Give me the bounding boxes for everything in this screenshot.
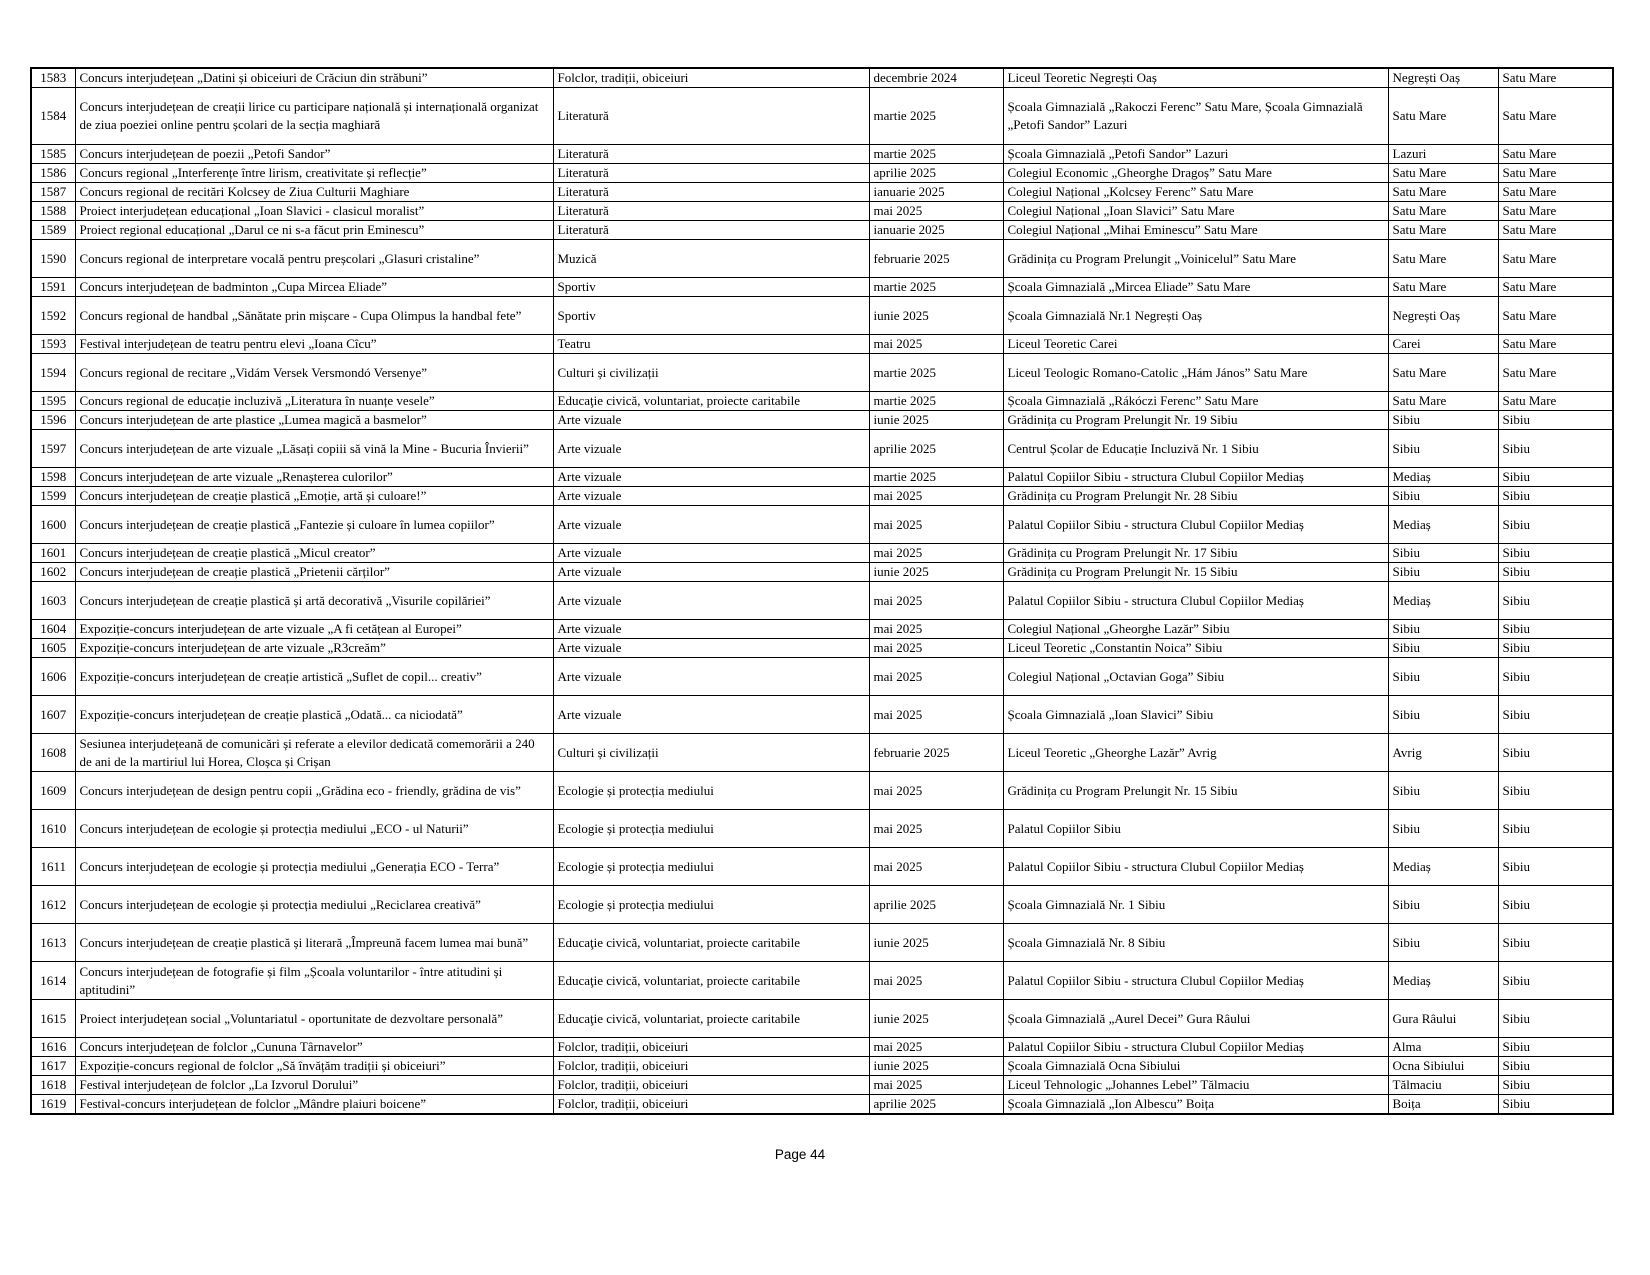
row-number-cell: 1600 [31, 506, 75, 544]
category-cell: Arte vizuale [553, 506, 869, 544]
city-cell: Sibiu [1388, 772, 1498, 810]
organizer-cell: Colegiul Național „Mihai Eminescu” Satu Mare [1003, 221, 1388, 240]
date-cell: martie 2025 [869, 278, 1003, 297]
row-number-cell: 1607 [31, 696, 75, 734]
county-cell: Satu Mare [1498, 88, 1613, 145]
date-cell: iunie 2025 [869, 1057, 1003, 1076]
date-cell: ianuarie 2025 [869, 183, 1003, 202]
competition-name-cell: Concurs interjudețean de ecologie și protecția mediului „Generația ECO - Terra” [75, 848, 553, 886]
table-row [31, 696, 1613, 734]
table-row [31, 202, 1613, 221]
table-row [31, 734, 1613, 772]
table-row [31, 1038, 1613, 1057]
table-row [31, 88, 1613, 145]
county-cell: Sibiu [1498, 772, 1613, 810]
date-cell: martie 2025 [869, 88, 1003, 145]
city-cell: Sibiu [1388, 658, 1498, 696]
organizer-cell: Liceul Teologic Romano-Catolic „Hám János” Satu Mare [1003, 354, 1388, 392]
table-row [31, 544, 1613, 563]
table-row [31, 145, 1613, 164]
category-cell: Sportiv [553, 278, 869, 297]
city-cell: Satu Mare [1388, 202, 1498, 221]
category-cell: Folclor, tradiții, obiceiuri [553, 68, 869, 88]
category-cell: Literatură [553, 88, 869, 145]
date-cell: iunie 2025 [869, 297, 1003, 335]
city-cell: Satu Mare [1388, 240, 1498, 278]
county-cell: Sibiu [1498, 544, 1613, 563]
organizer-cell: Colegiul Național „Gheorghe Lazăr” Sibiu [1003, 620, 1388, 639]
table-row [31, 1057, 1613, 1076]
competition-name-cell: Proiect regional educațional „Darul ce ni s-a făcut prin Eminescu” [75, 221, 553, 240]
competition-name-cell: Expoziție-concurs interjudețean de creație plastică „Odată... ca niciodată” [75, 696, 553, 734]
organizer-cell: Școala Gimnazială „Petofi Sandor” Lazuri [1003, 145, 1388, 164]
category-cell: Ecologie și protecția mediului [553, 772, 869, 810]
competition-name-cell: Concurs regional de recitare „Vidám Versek Versmondó Versenye” [75, 354, 553, 392]
organizer-cell: Grădinița cu Program Prelungit Nr. 15 Sibiu [1003, 563, 1388, 582]
category-cell: Literatură [553, 202, 869, 221]
row-number-cell: 1618 [31, 1076, 75, 1095]
row-number-cell: 1596 [31, 411, 75, 430]
city-cell: Mediaș [1388, 506, 1498, 544]
category-cell: Ecologie și protecția mediului [553, 886, 869, 924]
organizer-cell: Grădinița cu Program Prelungit „Voinicelul” Satu Mare [1003, 240, 1388, 278]
city-cell: Sibiu [1388, 810, 1498, 848]
city-cell: Sibiu [1388, 563, 1498, 582]
row-number-cell: 1608 [31, 734, 75, 772]
date-cell: mai 2025 [869, 1038, 1003, 1057]
date-cell: martie 2025 [869, 392, 1003, 411]
organizer-cell: Palatul Copiilor Sibiu - structura Clubul Copiilor Mediaș [1003, 582, 1388, 620]
competition-name-cell: Expoziție-concurs interjudețean de arte vizuale „A fi cetățean al Europei” [75, 620, 553, 639]
date-cell: mai 2025 [869, 848, 1003, 886]
organizer-cell: Liceul Teoretic „Gheorghe Lazăr” Avrig [1003, 734, 1388, 772]
organizer-cell: Colegiul Național „Kolcsey Ferenc” Satu Mare [1003, 183, 1388, 202]
city-cell: Sibiu [1388, 411, 1498, 430]
category-cell: Literatură [553, 145, 869, 164]
organizer-cell: Palatul Copiilor Sibiu - structura Clubul Copiilor Mediaș [1003, 962, 1388, 1000]
competition-name-cell: Festival interjudețean de folclor „La Izvorul Dorului” [75, 1076, 553, 1095]
county-cell: Satu Mare [1498, 335, 1613, 354]
county-cell: Sibiu [1498, 886, 1613, 924]
row-number-cell: 1599 [31, 487, 75, 506]
date-cell: mai 2025 [869, 506, 1003, 544]
competition-name-cell: Concurs interjudețean de creație plastică „Fantezie și culoare în lumea copiilor” [75, 506, 553, 544]
category-cell: Muzică [553, 240, 869, 278]
table-row [31, 1095, 1613, 1115]
row-number-cell: 1611 [31, 848, 75, 886]
competition-name-cell: Concurs regional de recitări Kolcsey de Ziua Culturii Maghiare [75, 183, 553, 202]
category-cell: Culturi și civilizații [553, 354, 869, 392]
category-cell: Ecologie și protecția mediului [553, 810, 869, 848]
row-number-cell: 1601 [31, 544, 75, 563]
table-row [31, 886, 1613, 924]
competition-name-cell: Concurs regional „Interferențe între lirism, creativitate și reflecție” [75, 164, 553, 183]
organizer-cell: Colegiul Economic „Gheorghe Dragoș” Satu Mare [1003, 164, 1388, 183]
competition-name-cell: Concurs interjudețean de creații lirice cu participare națională și internațională organizat de ziua poeziei online pentru școlari de la secția maghiară [75, 88, 553, 145]
city-cell: Sibiu [1388, 696, 1498, 734]
row-number-cell: 1594 [31, 354, 75, 392]
row-number-cell: 1593 [31, 335, 75, 354]
category-cell: Educaţie civică, voluntariat, proiecte caritabile [553, 392, 869, 411]
competition-name-cell: Concurs interjudețean de creație plastică „Micul creator” [75, 544, 553, 563]
county-cell: Satu Mare [1498, 354, 1613, 392]
competition-name-cell: Concurs interjudețean de folclor „Cununa Târnavelor” [75, 1038, 553, 1057]
county-cell: Satu Mare [1498, 221, 1613, 240]
date-cell: mai 2025 [869, 582, 1003, 620]
city-cell: Mediaș [1388, 848, 1498, 886]
competition-name-cell: Festival interjudețean de teatru pentru elevi „Ioana Cîcu” [75, 335, 553, 354]
city-cell: Alma [1388, 1038, 1498, 1057]
table-row [31, 582, 1613, 620]
table-row [31, 487, 1613, 506]
county-cell: Satu Mare [1498, 278, 1613, 297]
row-number-cell: 1612 [31, 886, 75, 924]
city-cell: Lazuri [1388, 145, 1498, 164]
date-cell: mai 2025 [869, 772, 1003, 810]
county-cell: Sibiu [1498, 1057, 1613, 1076]
category-cell: Arte vizuale [553, 430, 869, 468]
city-cell: Sibiu [1388, 639, 1498, 658]
row-number-cell: 1609 [31, 772, 75, 810]
organizer-cell: Palatul Copiilor Sibiu - structura Clubul Copiilor Mediaș [1003, 848, 1388, 886]
table-row [31, 563, 1613, 582]
competition-name-cell: Concurs interjudețean de design pentru copii „Grădina eco - friendly, grădina de vis” [75, 772, 553, 810]
county-cell: Sibiu [1498, 962, 1613, 1000]
category-cell: Literatură [553, 221, 869, 240]
category-cell: Educaţie civică, voluntariat, proiecte caritabile [553, 962, 869, 1000]
date-cell: mai 2025 [869, 544, 1003, 563]
county-cell: Sibiu [1498, 810, 1613, 848]
county-cell: Sibiu [1498, 658, 1613, 696]
row-number-cell: 1603 [31, 582, 75, 620]
organizer-cell: Liceul Teoretic Negrești Oaș [1003, 68, 1388, 88]
city-cell: Sibiu [1388, 430, 1498, 468]
competition-name-cell: Concurs interjudețean de badminton „Cupa Mircea Eliade” [75, 278, 553, 297]
city-cell: Mediaș [1388, 468, 1498, 487]
competitions-table [30, 67, 1614, 1115]
city-cell: Sibiu [1388, 487, 1498, 506]
county-cell: Sibiu [1498, 848, 1613, 886]
competition-name-cell: Concurs interjudețean de creație plastică „Emoție, artă și culoare!” [75, 487, 553, 506]
row-number-cell: 1617 [31, 1057, 75, 1076]
competition-name-cell: Concurs interjudețean de ecologie și protecția mediului „Reciclarea creativă” [75, 886, 553, 924]
date-cell: februarie 2025 [869, 240, 1003, 278]
competition-name-cell: Concurs regional de handbal „Sănătate prin mișcare - Cupa Olimpus la handbal fete” [75, 297, 553, 335]
city-cell: Mediaș [1388, 962, 1498, 1000]
county-cell: Sibiu [1498, 506, 1613, 544]
competition-name-cell: Concurs interjudețean „Datini și obiceiuri de Crăciun din străbuni” [75, 68, 553, 88]
category-cell: Arte vizuale [553, 487, 869, 506]
category-cell: Literatură [553, 164, 869, 183]
date-cell: martie 2025 [869, 354, 1003, 392]
table-row [31, 354, 1613, 392]
city-cell: Ocna Sibiului [1388, 1057, 1498, 1076]
category-cell: Culturi și civilizații [553, 734, 869, 772]
organizer-cell: Școala Gimnazială „Ioan Slavici” Sibiu [1003, 696, 1388, 734]
row-number-cell: 1615 [31, 1000, 75, 1038]
county-cell: Satu Mare [1498, 392, 1613, 411]
row-number-cell: 1588 [31, 202, 75, 221]
organizer-cell: Colegiul Național „Ioan Slavici” Satu Mare [1003, 202, 1388, 221]
city-cell: Negrești Oaș [1388, 297, 1498, 335]
category-cell: Folclor, tradiții, obiceiuri [553, 1095, 869, 1115]
city-cell: Avrig [1388, 734, 1498, 772]
city-cell: Carei [1388, 335, 1498, 354]
category-cell: Educaţie civică, voluntariat, proiecte caritabile [553, 924, 869, 962]
date-cell: martie 2025 [869, 145, 1003, 164]
city-cell: Sibiu [1388, 620, 1498, 639]
date-cell: iunie 2025 [869, 563, 1003, 582]
competition-name-cell: Concurs interjudețean de arte vizuale „Renașterea culorilor” [75, 468, 553, 487]
table-body [31, 68, 1613, 1114]
date-cell: ianuarie 2025 [869, 221, 1003, 240]
city-cell: Satu Mare [1388, 88, 1498, 145]
organizer-cell: Liceul Teoretic Carei [1003, 335, 1388, 354]
city-cell: Satu Mare [1388, 354, 1498, 392]
category-cell: Arte vizuale [553, 411, 869, 430]
category-cell: Arte vizuale [553, 468, 869, 487]
competition-name-cell: Proiect interjudețean social „Voluntariatul - oportunitate de dezvoltare personală” [75, 1000, 553, 1038]
city-cell: Satu Mare [1388, 221, 1498, 240]
competition-name-cell: Concurs interjudețean de creație plastică „Prietenii cărților” [75, 563, 553, 582]
city-cell: Satu Mare [1388, 392, 1498, 411]
competition-name-cell: Expoziție-concurs interjudețean de arte vizuale „R3creăm” [75, 639, 553, 658]
date-cell: iunie 2025 [869, 1000, 1003, 1038]
county-cell: Sibiu [1498, 639, 1613, 658]
table-row [31, 335, 1613, 354]
row-number-cell: 1619 [31, 1095, 75, 1115]
table-row [31, 772, 1613, 810]
date-cell: mai 2025 [869, 962, 1003, 1000]
category-cell: Teatru [553, 335, 869, 354]
date-cell: mai 2025 [869, 696, 1003, 734]
table-row [31, 658, 1613, 696]
competition-name-cell: Concurs interjudețean de arte plastice „Lumea magică a basmelor” [75, 411, 553, 430]
category-cell: Arte vizuale [553, 582, 869, 620]
date-cell: aprilie 2025 [869, 430, 1003, 468]
date-cell: aprilie 2025 [869, 886, 1003, 924]
category-cell: Folclor, tradiții, obiceiuri [553, 1038, 869, 1057]
row-number-cell: 1587 [31, 183, 75, 202]
city-cell: Negrești Oaș [1388, 68, 1498, 88]
table-row [31, 297, 1613, 335]
county-cell: Sibiu [1498, 468, 1613, 487]
organizer-cell: Școala Gimnazială Nr. 1 Sibiu [1003, 886, 1388, 924]
row-number-cell: 1610 [31, 810, 75, 848]
organizer-cell: Palatul Copiilor Sibiu - structura Clubul Copiilor Mediaș [1003, 506, 1388, 544]
competition-name-cell: Concurs interjudețean de ecologie și protecția mediului „ECO - ul Naturii” [75, 810, 553, 848]
organizer-cell: Grădinița cu Program Prelungit Nr. 28 Sibiu [1003, 487, 1388, 506]
table-row [31, 1000, 1613, 1038]
city-cell: Tălmaciu [1388, 1076, 1498, 1095]
date-cell: februarie 2025 [869, 734, 1003, 772]
organizer-cell: Palatul Copiilor Sibiu - structura Clubul Copiilor Mediaș [1003, 1038, 1388, 1057]
row-number-cell: 1583 [31, 68, 75, 88]
organizer-cell: Colegiul Național „Octavian Goga” Sibiu [1003, 658, 1388, 696]
table-row [31, 810, 1613, 848]
category-cell: Folclor, tradiții, obiceiuri [553, 1076, 869, 1095]
competition-name-cell: Concurs regional de educație incluzivă „Literatura în nuanțe vesele” [75, 392, 553, 411]
row-number-cell: 1598 [31, 468, 75, 487]
organizer-cell: Școala Gimnazială „Rakoczi Ferenc” Satu Mare, Școala Gimnazială „Petofi Sandor” Lazuri [1003, 88, 1388, 145]
category-cell: Arte vizuale [553, 696, 869, 734]
competition-name-cell: Concurs interjudețean de creație plastică și artă decorativă „Visurile copilăriei” [75, 582, 553, 620]
row-number-cell: 1604 [31, 620, 75, 639]
county-cell: Satu Mare [1498, 68, 1613, 88]
category-cell: Educaţie civică, voluntariat, proiecte caritabile [553, 1000, 869, 1038]
competition-name-cell: Festival-concurs interjudețean de folclor „Mândre plaiuri boicene” [75, 1095, 553, 1115]
city-cell: Sibiu [1388, 924, 1498, 962]
county-cell: Sibiu [1498, 487, 1613, 506]
organizer-cell: Liceul Teoretic „Constantin Noica” Sibiu [1003, 639, 1388, 658]
date-cell: mai 2025 [869, 810, 1003, 848]
date-cell: mai 2025 [869, 202, 1003, 221]
row-number-cell: 1585 [31, 145, 75, 164]
county-cell: Satu Mare [1498, 183, 1613, 202]
county-cell: Satu Mare [1498, 240, 1613, 278]
county-cell: Sibiu [1498, 696, 1613, 734]
row-number-cell: 1595 [31, 392, 75, 411]
table-row [31, 506, 1613, 544]
competition-name-cell: Concurs interjudețean de creație plastică și literară „Împreună facem lumea mai bună” [75, 924, 553, 962]
county-cell: Satu Mare [1498, 297, 1613, 335]
organizer-cell: Palatul Copiilor Sibiu - structura Clubul Copiilor Mediaș [1003, 468, 1388, 487]
county-cell: Sibiu [1498, 430, 1613, 468]
date-cell: decembrie 2024 [869, 68, 1003, 88]
table-row [31, 278, 1613, 297]
row-number-cell: 1597 [31, 430, 75, 468]
row-number-cell: 1602 [31, 563, 75, 582]
organizer-cell: Școala Gimnazială „Aurel Decei” Gura Râului [1003, 1000, 1388, 1038]
date-cell: mai 2025 [869, 658, 1003, 696]
organizer-cell: Școala Gimnazială Nr. 8 Sibiu [1003, 924, 1388, 962]
county-cell: Satu Mare [1498, 164, 1613, 183]
row-number-cell: 1614 [31, 962, 75, 1000]
table-row [31, 924, 1613, 962]
city-cell: Boița [1388, 1095, 1498, 1115]
row-number-cell: 1584 [31, 88, 75, 145]
county-cell: Sibiu [1498, 411, 1613, 430]
row-number-cell: 1586 [31, 164, 75, 183]
category-cell: Folclor, tradiții, obiceiuri [553, 1057, 869, 1076]
city-cell: Mediaș [1388, 582, 1498, 620]
competition-name-cell: Sesiunea interjudețeană de comunicări și referate a elevilor dedicată comemorării a 240 de ani de la martiriul lui Horea, Cloșca și Crișan [75, 734, 553, 772]
organizer-cell: Școala Gimnazială „Mircea Eliade” Satu Mare [1003, 278, 1388, 297]
competition-name-cell: Concurs interjudețean de fotografie și film „Școala voluntarilor - între atitudini și aptitudini” [75, 962, 553, 1000]
table-row [31, 183, 1613, 202]
organizer-cell: Palatul Copiilor Sibiu [1003, 810, 1388, 848]
category-cell: Literatură [553, 183, 869, 202]
table-row [31, 68, 1613, 88]
city-cell: Satu Mare [1388, 183, 1498, 202]
category-cell: Ecologie și protecția mediului [553, 848, 869, 886]
table-row [31, 221, 1613, 240]
competition-name-cell: Proiect interjudețean educațional „Ioan Slavici - clasicul moralist” [75, 202, 553, 221]
organizer-cell: Centrul Școlar de Educație Incluzivă Nr. 1 Sibiu [1003, 430, 1388, 468]
table-row [31, 1076, 1613, 1095]
county-cell: Sibiu [1498, 620, 1613, 639]
date-cell: mai 2025 [869, 1076, 1003, 1095]
organizer-cell: Grădinița cu Program Prelungit Nr. 19 Sibiu [1003, 411, 1388, 430]
competition-name-cell: Expoziție-concurs regional de folclor „Să învățăm tradiții și obiceiuri” [75, 1057, 553, 1076]
table-row [31, 620, 1613, 639]
table-row [31, 430, 1613, 468]
category-cell: Sportiv [553, 297, 869, 335]
row-number-cell: 1592 [31, 297, 75, 335]
organizer-cell: Grădinița cu Program Prelungit Nr. 15 Sibiu [1003, 772, 1388, 810]
county-cell: Satu Mare [1498, 202, 1613, 221]
row-number-cell: 1613 [31, 924, 75, 962]
county-cell: Satu Mare [1498, 145, 1613, 164]
table-row [31, 240, 1613, 278]
county-cell: Sibiu [1498, 1038, 1613, 1057]
city-cell: Sibiu [1388, 886, 1498, 924]
county-cell: Sibiu [1498, 563, 1613, 582]
competition-name-cell: Concurs interjudețean de poezii „Petofi Sandor” [75, 145, 553, 164]
date-cell: martie 2025 [869, 468, 1003, 487]
table-row [31, 962, 1613, 1000]
page-number: Page 44 [774, 1147, 826, 1162]
county-cell: Sibiu [1498, 1076, 1613, 1095]
date-cell: iunie 2025 [869, 924, 1003, 962]
category-cell: Arte vizuale [553, 639, 869, 658]
table-row [31, 164, 1613, 183]
city-cell: Sibiu [1388, 544, 1498, 563]
row-number-cell: 1589 [31, 221, 75, 240]
city-cell: Gura Râului [1388, 1000, 1498, 1038]
competition-name-cell: Expoziție-concurs interjudețean de creație artistică „Suflet de copil... creativ” [75, 658, 553, 696]
city-cell: Satu Mare [1388, 164, 1498, 183]
row-number-cell: 1606 [31, 658, 75, 696]
competition-name-cell: Concurs regional de interpretare vocală pentru preșcolari „Glasuri cristaline” [75, 240, 553, 278]
date-cell: mai 2025 [869, 335, 1003, 354]
category-cell: Arte vizuale [553, 620, 869, 639]
competition-name-cell: Concurs interjudețean de arte vizuale „Lăsați copiii să vină la Mine - Bucuria Învierii” [75, 430, 553, 468]
table-row [31, 392, 1613, 411]
row-number-cell: 1591 [31, 278, 75, 297]
county-cell: Sibiu [1498, 582, 1613, 620]
organizer-cell: Grădinița cu Program Prelungit Nr. 17 Sibiu [1003, 544, 1388, 563]
organizer-cell: Școala Gimnazială „Ion Albescu” Boița [1003, 1095, 1388, 1115]
county-cell: Sibiu [1498, 734, 1613, 772]
city-cell: Satu Mare [1388, 278, 1498, 297]
organizer-cell: Școala Gimnazială Ocna Sibiului [1003, 1057, 1388, 1076]
date-cell: aprilie 2025 [869, 164, 1003, 183]
date-cell: mai 2025 [869, 487, 1003, 506]
table-row [31, 411, 1613, 430]
category-cell: Arte vizuale [553, 658, 869, 696]
county-cell: Sibiu [1498, 1095, 1613, 1115]
date-cell: aprilie 2025 [869, 1095, 1003, 1115]
organizer-cell: Liceul Tehnologic „Johannes Lebel” Tălmaciu [1003, 1076, 1388, 1095]
county-cell: Sibiu [1498, 1000, 1613, 1038]
row-number-cell: 1616 [31, 1038, 75, 1057]
date-cell: iunie 2025 [869, 411, 1003, 430]
category-cell: Arte vizuale [553, 544, 869, 563]
county-cell: Sibiu [1498, 924, 1613, 962]
row-number-cell: 1605 [31, 639, 75, 658]
date-cell: mai 2025 [869, 639, 1003, 658]
table-row [31, 468, 1613, 487]
row-number-cell: 1590 [31, 240, 75, 278]
category-cell: Arte vizuale [553, 563, 869, 582]
organizer-cell: Școala Gimnazială „Rákóczi Ferenc” Satu Mare [1003, 392, 1388, 411]
table-row [31, 848, 1613, 886]
organizer-cell: Școala Gimnazială Nr.1 Negrești Oaș [1003, 297, 1388, 335]
table-row [31, 639, 1613, 658]
date-cell: mai 2025 [869, 620, 1003, 639]
